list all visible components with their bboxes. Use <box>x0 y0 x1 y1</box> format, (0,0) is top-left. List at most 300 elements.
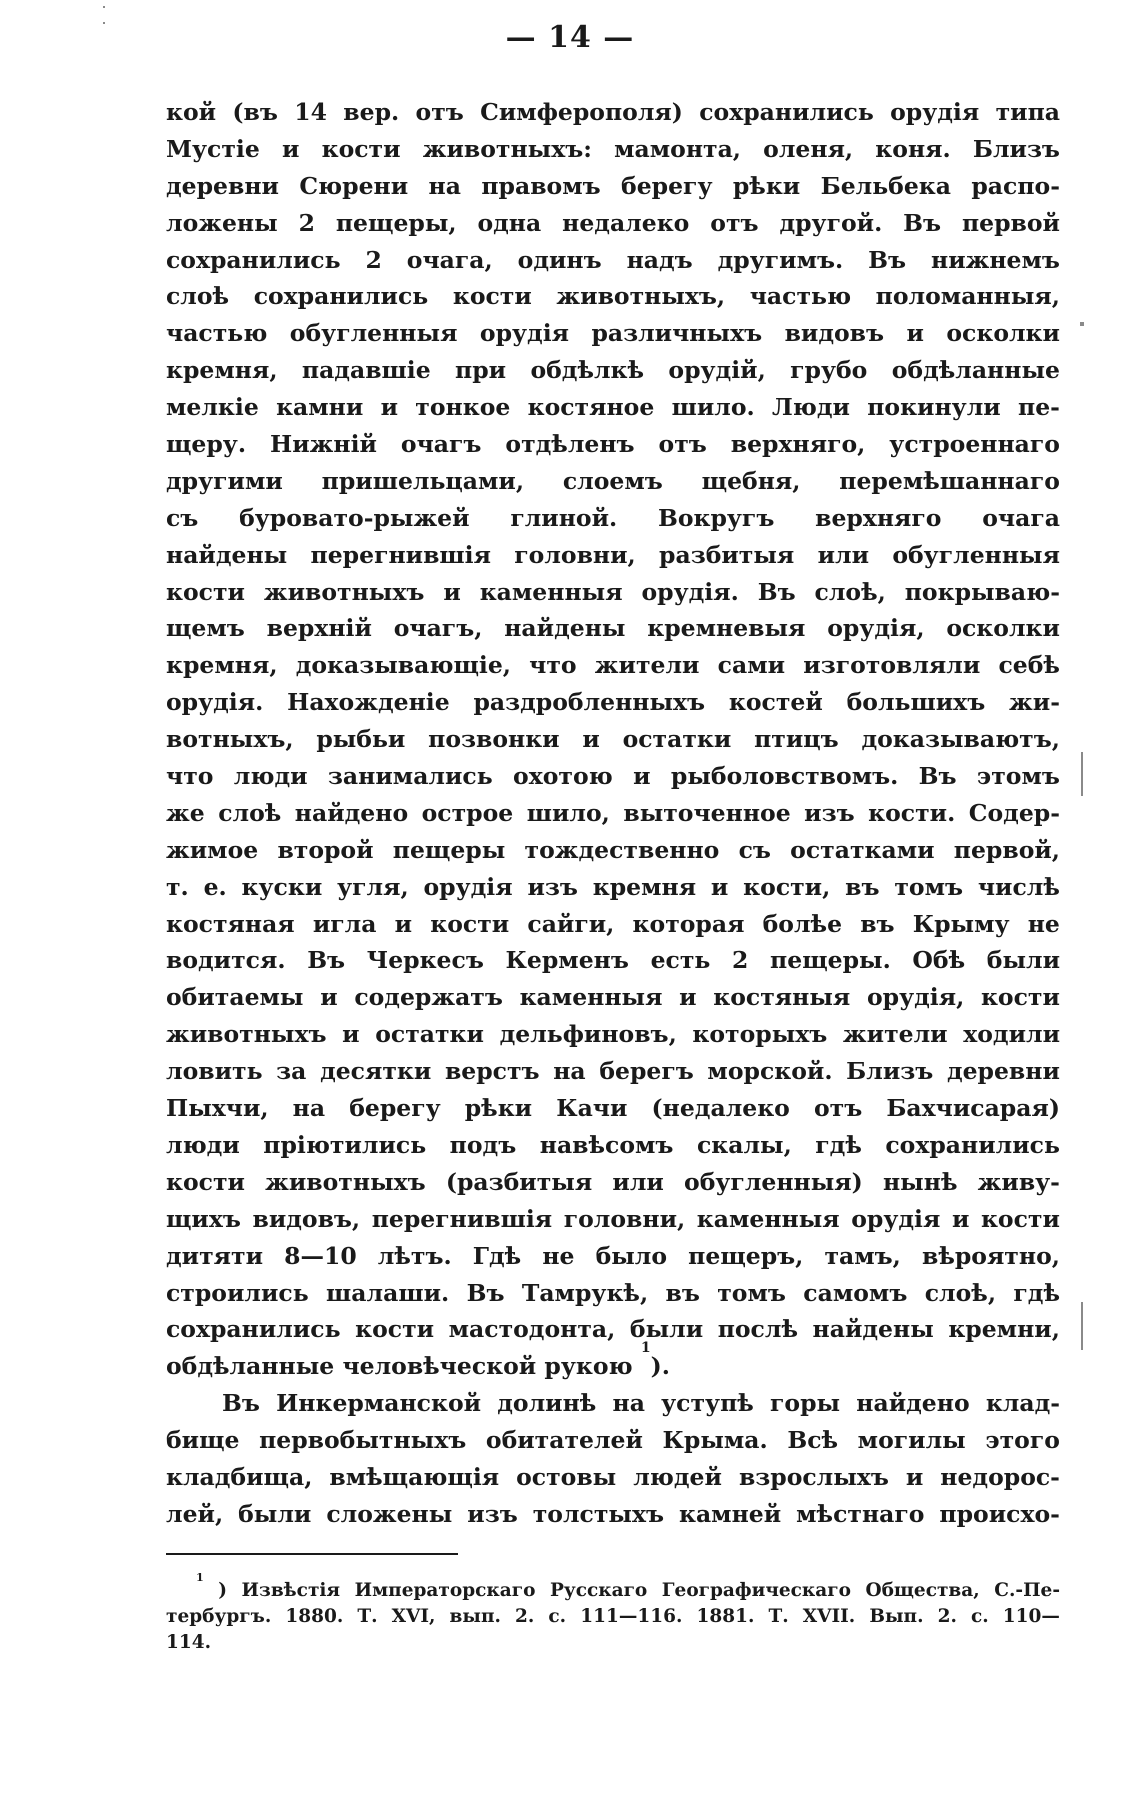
word: Люди <box>771 393 850 422</box>
word: пришельцами, <box>321 466 525 495</box>
word: изъ <box>804 798 855 827</box>
word: 1881. <box>696 1606 755 1627</box>
word: въ <box>860 909 895 938</box>
word: осколки <box>946 614 1060 643</box>
word: Крыму <box>912 909 1010 938</box>
word: берегу <box>349 1094 441 1123</box>
word: нынѣ <box>882 1167 958 1196</box>
text-line <box>166 1385 1060 1422</box>
word: каменныя <box>519 983 663 1012</box>
word: происхо- <box>939 1499 1060 1528</box>
word: люди <box>233 762 308 791</box>
word: жители <box>594 651 700 680</box>
word: Нижній <box>270 430 377 459</box>
word: и <box>633 762 651 791</box>
word: (недалеко <box>651 1094 790 1123</box>
word: шалаши. <box>326 1278 450 1307</box>
word: есть <box>650 946 711 975</box>
word: что <box>166 762 214 791</box>
word: мелкіе <box>166 393 259 422</box>
word: с. <box>548 1606 567 1627</box>
text-line <box>166 205 1060 242</box>
word: 8—10 <box>284 1241 357 1270</box>
word: животныхъ: <box>422 134 592 163</box>
word: первой <box>961 208 1060 237</box>
word: Бельбека <box>820 171 951 200</box>
word: 2 <box>365 245 382 274</box>
word: Вып. <box>869 1606 924 1627</box>
word: грубо <box>790 356 868 385</box>
word: сами <box>717 651 786 680</box>
word: отъ <box>710 208 759 237</box>
word: обитаемы <box>166 983 304 1012</box>
word: Русскаго <box>549 1580 648 1601</box>
word: надъ <box>626 245 693 274</box>
word: птицъ <box>754 725 839 754</box>
word: слоѣ <box>218 798 282 827</box>
word: покрываю- <box>904 577 1060 606</box>
word: Качи <box>556 1094 628 1123</box>
word: очагъ, <box>393 614 483 643</box>
word: 1880. <box>285 1606 344 1627</box>
word: орудія, <box>827 614 925 643</box>
word: жимое <box>166 835 259 864</box>
text-line <box>166 1090 1060 1127</box>
word: шило. <box>671 393 755 422</box>
word: нижнемъ <box>931 245 1060 274</box>
word: кремня, <box>166 651 278 680</box>
text-line <box>166 1340 1060 1385</box>
word: е. <box>203 872 227 901</box>
word: орудія. <box>641 577 739 606</box>
word: кремневыя <box>647 614 806 643</box>
word: распо- <box>971 171 1060 200</box>
word: ловить <box>166 1057 263 1086</box>
word: себѣ <box>998 651 1060 680</box>
word: слоѣ <box>166 282 230 311</box>
word: десятки <box>320 1057 432 1086</box>
word: головни, <box>514 540 636 569</box>
text-line <box>166 758 1060 795</box>
word: и <box>443 577 461 606</box>
word: Сюрени <box>299 171 409 200</box>
word: болѣе <box>762 909 843 938</box>
word: кости. <box>868 798 956 827</box>
word: орудія <box>423 872 513 901</box>
text-line <box>166 574 1060 611</box>
word: пріютились <box>263 1130 427 1159</box>
word: коня. <box>875 134 951 163</box>
word: охотою <box>513 762 613 791</box>
word: устроеннаго <box>889 430 1060 459</box>
word: частью <box>166 319 268 348</box>
word: первой, <box>953 835 1060 864</box>
word: доказываютъ, <box>861 725 1060 754</box>
word: же <box>166 798 205 827</box>
word: на <box>553 1057 586 1086</box>
word: скалы, <box>696 1130 792 1159</box>
word: жи- <box>1009 688 1060 717</box>
word: другимъ. <box>717 245 844 274</box>
word: костяное <box>527 393 655 422</box>
page-number: — 14 — <box>505 20 635 55</box>
text-line <box>166 94 1060 131</box>
text-line <box>166 131 1060 168</box>
text-line <box>166 684 1060 721</box>
text-line <box>166 832 1060 869</box>
word: орудія. <box>166 688 264 717</box>
word: орудія <box>890 98 980 126</box>
word: Т. <box>357 1606 378 1627</box>
word: на <box>292 1094 326 1123</box>
word: и <box>710 872 729 901</box>
word: этомъ <box>976 762 1060 791</box>
word: головни, <box>563 1204 686 1233</box>
word: верстъ <box>444 1057 540 1086</box>
word: ходили <box>963 1020 1060 1049</box>
word: сохранились <box>699 98 874 126</box>
word: были <box>629 1315 704 1344</box>
word: щемъ <box>166 614 245 643</box>
word: Близъ <box>972 134 1060 163</box>
word: сохранились <box>166 1315 341 1344</box>
word: сложены <box>326 1499 453 1528</box>
word: рукою <box>544 1352 633 1381</box>
word: щебня, <box>701 466 801 495</box>
word: рыбьи <box>316 725 406 754</box>
word: буровато-рыжей <box>239 503 470 532</box>
word: числѣ <box>977 872 1060 901</box>
text-line <box>166 795 1060 832</box>
word: (разбитыя <box>445 1167 593 1196</box>
footnote-marker: 1 <box>196 1571 204 1584</box>
word: Близъ <box>846 1057 934 1086</box>
word: животныхъ <box>263 577 425 606</box>
word: одна <box>477 208 542 237</box>
word: осколки <box>946 319 1060 348</box>
word: изъ <box>467 1499 518 1528</box>
word: пещеры, <box>335 208 457 237</box>
word: ) <box>218 1580 228 1601</box>
word: поломанныя, <box>875 282 1060 311</box>
text-line <box>166 942 1060 979</box>
text-line <box>166 315 1060 352</box>
text-line <box>166 1275 1060 1312</box>
word: 2 <box>732 946 749 975</box>
word: изготовляли <box>803 651 981 680</box>
word: Въ <box>222 1389 260 1418</box>
word: кости <box>452 282 532 311</box>
word: остатки <box>375 1020 484 1049</box>
word: Всѣ <box>787 1426 839 1455</box>
word: Керменъ <box>505 946 629 975</box>
word: Бахчисарая) <box>886 1094 1060 1123</box>
word: верхній <box>266 614 372 643</box>
word: другой. <box>779 208 883 237</box>
word: долинѣ <box>497 1389 597 1418</box>
word: обугленныя) <box>684 1167 863 1196</box>
word: берегу <box>621 171 713 200</box>
word: Тамрукѣ, <box>521 1278 649 1307</box>
word: 14 <box>294 98 327 126</box>
text-line <box>166 610 1060 647</box>
text-line <box>166 721 1060 758</box>
word: найдено <box>856 1389 970 1418</box>
scan-margin-mark <box>1081 752 1083 796</box>
text-line <box>166 463 1060 500</box>
word: доказывающіе, <box>295 651 511 680</box>
word: пещеры <box>392 835 506 864</box>
word: животныхъ, <box>556 282 726 311</box>
word: очага <box>982 503 1060 532</box>
word: или <box>817 540 870 569</box>
word: вып. <box>449 1606 501 1627</box>
word: Извѣстія <box>241 1580 341 1601</box>
word: были <box>238 1499 312 1528</box>
word: костей <box>728 688 823 717</box>
word: въ <box>665 1278 700 1307</box>
footnote-separator <box>166 1553 458 1555</box>
word: ложены <box>166 208 278 237</box>
word: с. <box>971 1606 989 1627</box>
word: кости <box>980 983 1060 1012</box>
word: съ <box>166 503 199 532</box>
word: съ <box>738 835 771 864</box>
word: дельфиновъ, <box>499 1020 677 1049</box>
word: изъ <box>527 872 578 901</box>
word: тамъ, <box>824 1241 901 1270</box>
word: послѣ <box>717 1315 798 1344</box>
word: сохранились <box>166 245 341 274</box>
word: горы <box>770 1389 841 1418</box>
word: кости <box>166 577 245 606</box>
word: томъ <box>894 872 964 901</box>
text-line <box>166 979 1060 1016</box>
word: уступѣ <box>661 1389 754 1418</box>
word: и <box>342 1020 360 1049</box>
word: XVII. <box>802 1606 856 1627</box>
word: кремня, <box>166 356 278 385</box>
word: орудій, <box>668 356 766 385</box>
word: вер. <box>343 98 400 126</box>
word: недалеко <box>562 208 690 237</box>
word: рѣки <box>464 1094 533 1123</box>
word: на <box>612 1389 645 1418</box>
word: человѣческой <box>342 1352 537 1381</box>
word: остатки <box>622 725 732 754</box>
word: игла <box>312 909 377 938</box>
word: мамонта, <box>614 134 741 163</box>
word: отъ <box>415 98 464 126</box>
scan-edge-dot <box>103 22 105 24</box>
word: пещеры. <box>770 946 891 975</box>
word: пещеръ, <box>688 1241 804 1270</box>
word: обдѣланные <box>891 356 1060 385</box>
word: Инкерманской <box>276 1389 482 1418</box>
word: деревни <box>946 1057 1060 1086</box>
word: очага, <box>406 245 493 274</box>
word: берегъ <box>599 1057 694 1086</box>
word: различныхъ <box>591 319 763 348</box>
word: обитателей <box>485 1426 643 1455</box>
word: Содер- <box>968 798 1060 827</box>
word: Пыхчи, <box>166 1094 269 1123</box>
word: и <box>679 983 697 1012</box>
word: подъ <box>449 1130 517 1159</box>
word: видовъ <box>784 319 885 348</box>
word: щеру. <box>166 430 247 459</box>
word: животныхъ <box>265 1167 426 1196</box>
word: и <box>320 983 338 1012</box>
word: костяная <box>166 909 295 938</box>
word: тождественно <box>524 835 720 864</box>
word: Въ <box>466 1278 505 1307</box>
word: 2 <box>298 208 315 237</box>
word: содержатъ <box>354 983 503 1012</box>
word: сайги, <box>527 909 615 938</box>
text-line <box>166 906 1060 943</box>
word: на <box>428 171 461 200</box>
word: оленя, <box>763 134 854 163</box>
word: и <box>905 1462 924 1491</box>
word: выточенное <box>623 798 791 827</box>
word: обдѣлкѣ <box>530 356 645 385</box>
word: верхняго <box>815 503 942 532</box>
word: каменныя <box>696 1204 840 1233</box>
word: отъ <box>658 430 707 459</box>
word: найдено <box>294 798 409 827</box>
word: которая <box>632 909 745 938</box>
word: Т. <box>768 1606 789 1627</box>
text-line <box>166 1016 1060 1053</box>
word: могилы <box>857 1426 966 1455</box>
word: были <box>986 946 1060 975</box>
word: очагъ <box>400 430 482 459</box>
word: орудія <box>479 319 569 348</box>
word: тонкое <box>415 393 511 422</box>
word: и <box>951 1204 970 1233</box>
word: глиной. <box>510 503 618 532</box>
word: и <box>906 319 924 348</box>
word: не <box>542 1241 575 1270</box>
word: типа <box>995 98 1060 126</box>
word: деревни <box>166 171 279 200</box>
word: сохранились <box>885 1130 1060 1159</box>
word: камней <box>678 1499 782 1528</box>
word: Черкесъ <box>366 946 484 975</box>
word: щихъ <box>166 1204 241 1233</box>
word: 2. <box>937 1606 957 1627</box>
word: что <box>529 651 577 680</box>
word: верхняго, <box>730 430 866 459</box>
word: другими <box>166 466 283 495</box>
word: тербургъ. <box>166 1606 272 1627</box>
word: найдены <box>812 1315 934 1344</box>
word: куски <box>241 872 323 901</box>
word: пе- <box>1018 393 1060 422</box>
word: первобытныхъ <box>259 1426 467 1455</box>
word: лей, <box>166 1499 224 1528</box>
word: правомъ <box>481 171 601 200</box>
word: взрослыхъ <box>738 1462 889 1491</box>
word: камни <box>276 393 364 422</box>
word: не <box>1027 909 1060 938</box>
word: сохранились <box>253 282 429 311</box>
text-line <box>166 1238 1060 1275</box>
word: Гдѣ <box>472 1241 522 1270</box>
word: недорос- <box>940 1462 1060 1491</box>
word: томъ <box>717 1278 786 1307</box>
word: XVI, <box>391 1606 436 1627</box>
scan-speck <box>1080 322 1084 326</box>
text-line <box>166 647 1060 684</box>
text-line <box>166 1164 1060 1201</box>
word: Географическаго <box>661 1580 851 1601</box>
word: Симферополя) <box>480 98 683 126</box>
word: и <box>281 134 300 163</box>
word: орудія, <box>866 983 965 1012</box>
text-line <box>166 242 1060 279</box>
word: найдены <box>504 614 626 643</box>
word: и <box>394 909 413 938</box>
word: бище <box>166 1426 240 1455</box>
text-line <box>166 1422 1060 1459</box>
word: морской. <box>707 1057 833 1086</box>
text-line <box>166 168 1060 205</box>
word: мастодонта, <box>448 1315 616 1344</box>
word: толстыхъ <box>532 1499 664 1528</box>
word: обугленныя <box>289 319 458 348</box>
word: лѣтъ. <box>377 1241 452 1270</box>
word: жители <box>842 1020 948 1049</box>
text-line <box>166 1201 1060 1238</box>
word: кремни, <box>948 1315 1060 1344</box>
word: люди <box>166 1130 240 1159</box>
scan-edge-dot <box>103 6 105 8</box>
text-line <box>166 352 1060 389</box>
body-text <box>166 94 1060 1533</box>
word: большихъ <box>846 688 986 717</box>
word: Общества, <box>865 1580 980 1601</box>
text-line <box>166 1053 1060 1090</box>
word: кости <box>166 1167 245 1196</box>
word: кости <box>321 134 401 163</box>
word: обдѣланные <box>166 1352 335 1381</box>
word: было <box>595 1241 668 1270</box>
word: 2. <box>515 1606 535 1627</box>
word: Обѣ <box>912 946 966 975</box>
footnote-reference: 1 <box>640 1340 651 1357</box>
word: Нахожденіе <box>287 688 450 717</box>
text-line <box>166 1127 1060 1164</box>
text-line <box>166 1459 1060 1496</box>
word: Въ <box>903 208 942 237</box>
word: и <box>582 725 600 754</box>
word: за <box>276 1057 307 1086</box>
word: этого <box>985 1426 1060 1455</box>
footnote-line <box>166 1604 1060 1630</box>
word: (въ <box>232 98 278 126</box>
word: при <box>455 356 507 385</box>
word: кладбища, <box>166 1462 313 1491</box>
word: разбитыя <box>659 540 795 569</box>
word: кости <box>355 1315 435 1344</box>
word: 110— <box>1002 1606 1060 1627</box>
word: кремня <box>592 872 697 901</box>
word: Крыма. <box>662 1426 768 1455</box>
word: Вокругъ <box>657 503 775 532</box>
word: частью <box>749 282 852 311</box>
